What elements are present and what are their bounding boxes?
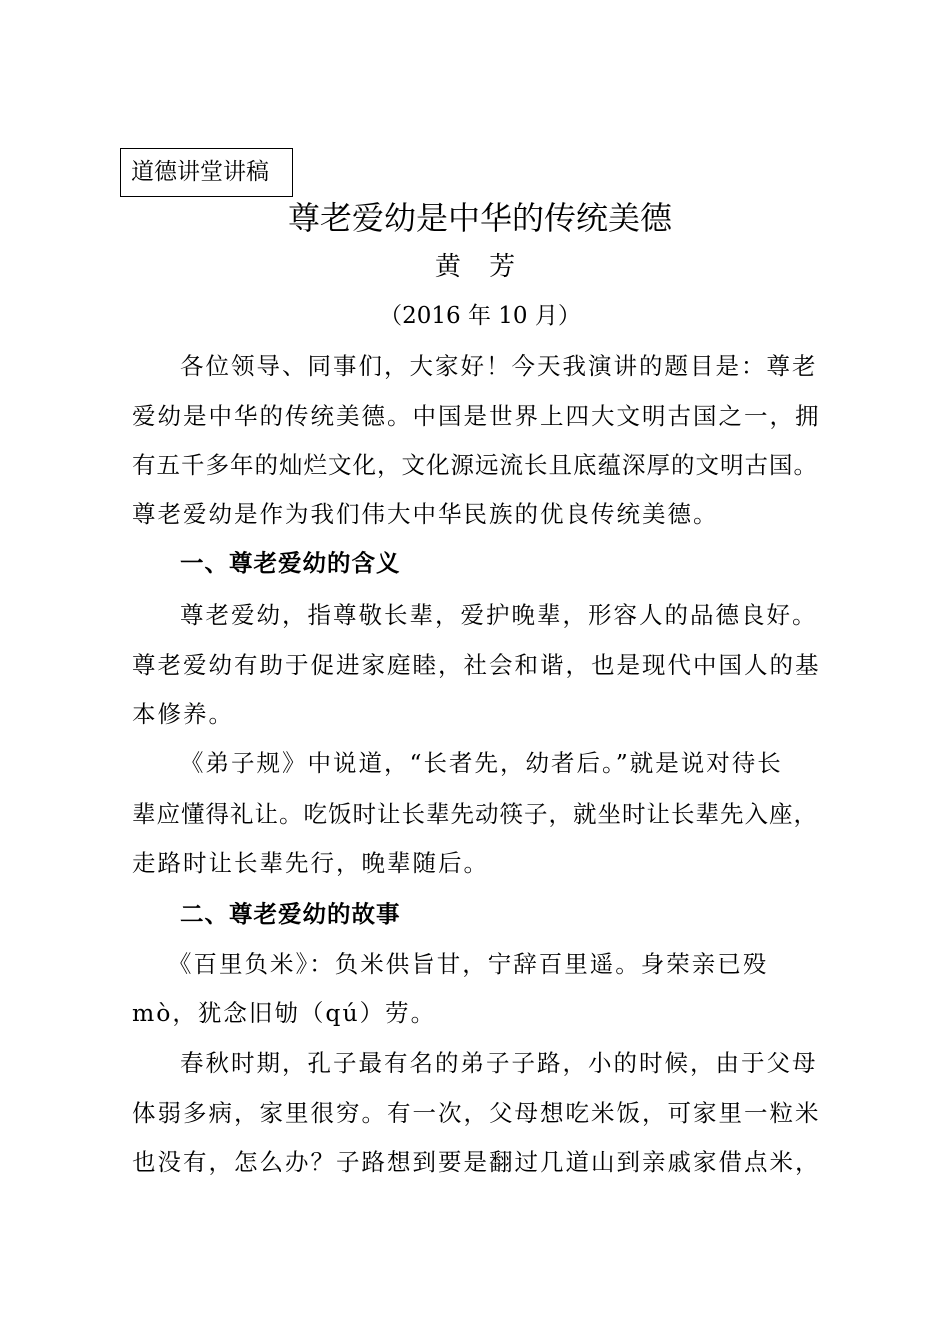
- section-heading-meaning: 一、尊老爱幼的含义: [180, 549, 401, 577]
- paragraph-line: 尊老爱幼是作为我们伟大中华民族的优良传统美德。: [132, 500, 719, 528]
- document-title: 尊老爱幼是中华的传统美德: [287, 199, 672, 237]
- paragraph-line: 也没有，怎么办？子路想到要是翻过几道山到亲戚家借点米，: [132, 1148, 821, 1176]
- document-author: 黄 芳: [434, 252, 526, 282]
- paragraph-line: 尊老爱幼有助于促进家庭睦，社会和谐，也是现代中国人的基: [132, 651, 821, 679]
- paragraph-line: 尊老爱幼，指尊敬长辈，爱护晚辈，形容人的品德良好。: [180, 601, 818, 629]
- paragraph-line: 走路时让长辈先行，晚辈随后。: [132, 849, 489, 877]
- paragraph-line: 体弱多病，家里很穷。有一次，父母想吃米饭，可家里一粒米: [132, 1099, 821, 1127]
- paragraph-line: 各位领导、同事们，大家好！今天我演讲的题目是：尊老: [180, 352, 818, 380]
- paragraph-line: 《百里负米》：负米供旨甘，宁辞百里遥。身荣亲已殁: [168, 950, 769, 978]
- document-category-label: 道德讲堂讲稿: [120, 148, 293, 197]
- paragraph-line: 爱幼是中华的传统美德。中国是世界上四大文明古国之一，拥: [132, 402, 821, 430]
- paragraph-line: 辈应懂得礼让。吃饭时让长辈先动筷子，就坐时让长辈先入座，: [132, 800, 818, 828]
- paragraph-line: 春秋时期，孔子最有名的弟子子路，小的时候，由于父母: [180, 1049, 818, 1077]
- paragraph-line: 《弟子规》中说道，“长者先，幼者后。”就是说对待长: [180, 749, 783, 777]
- paragraph-line: 有五千多年的灿烂文化，文化源远流长且底蕴深厚的文明古国。: [132, 451, 818, 479]
- paragraph-line: mò，犹念旧劬（qú）劳。: [132, 999, 437, 1027]
- section-heading-story: 二、尊老爱幼的故事: [180, 900, 401, 928]
- paragraph-line: 本修养。: [132, 700, 234, 728]
- document-date: （2016 年 10 月）: [379, 303, 581, 329]
